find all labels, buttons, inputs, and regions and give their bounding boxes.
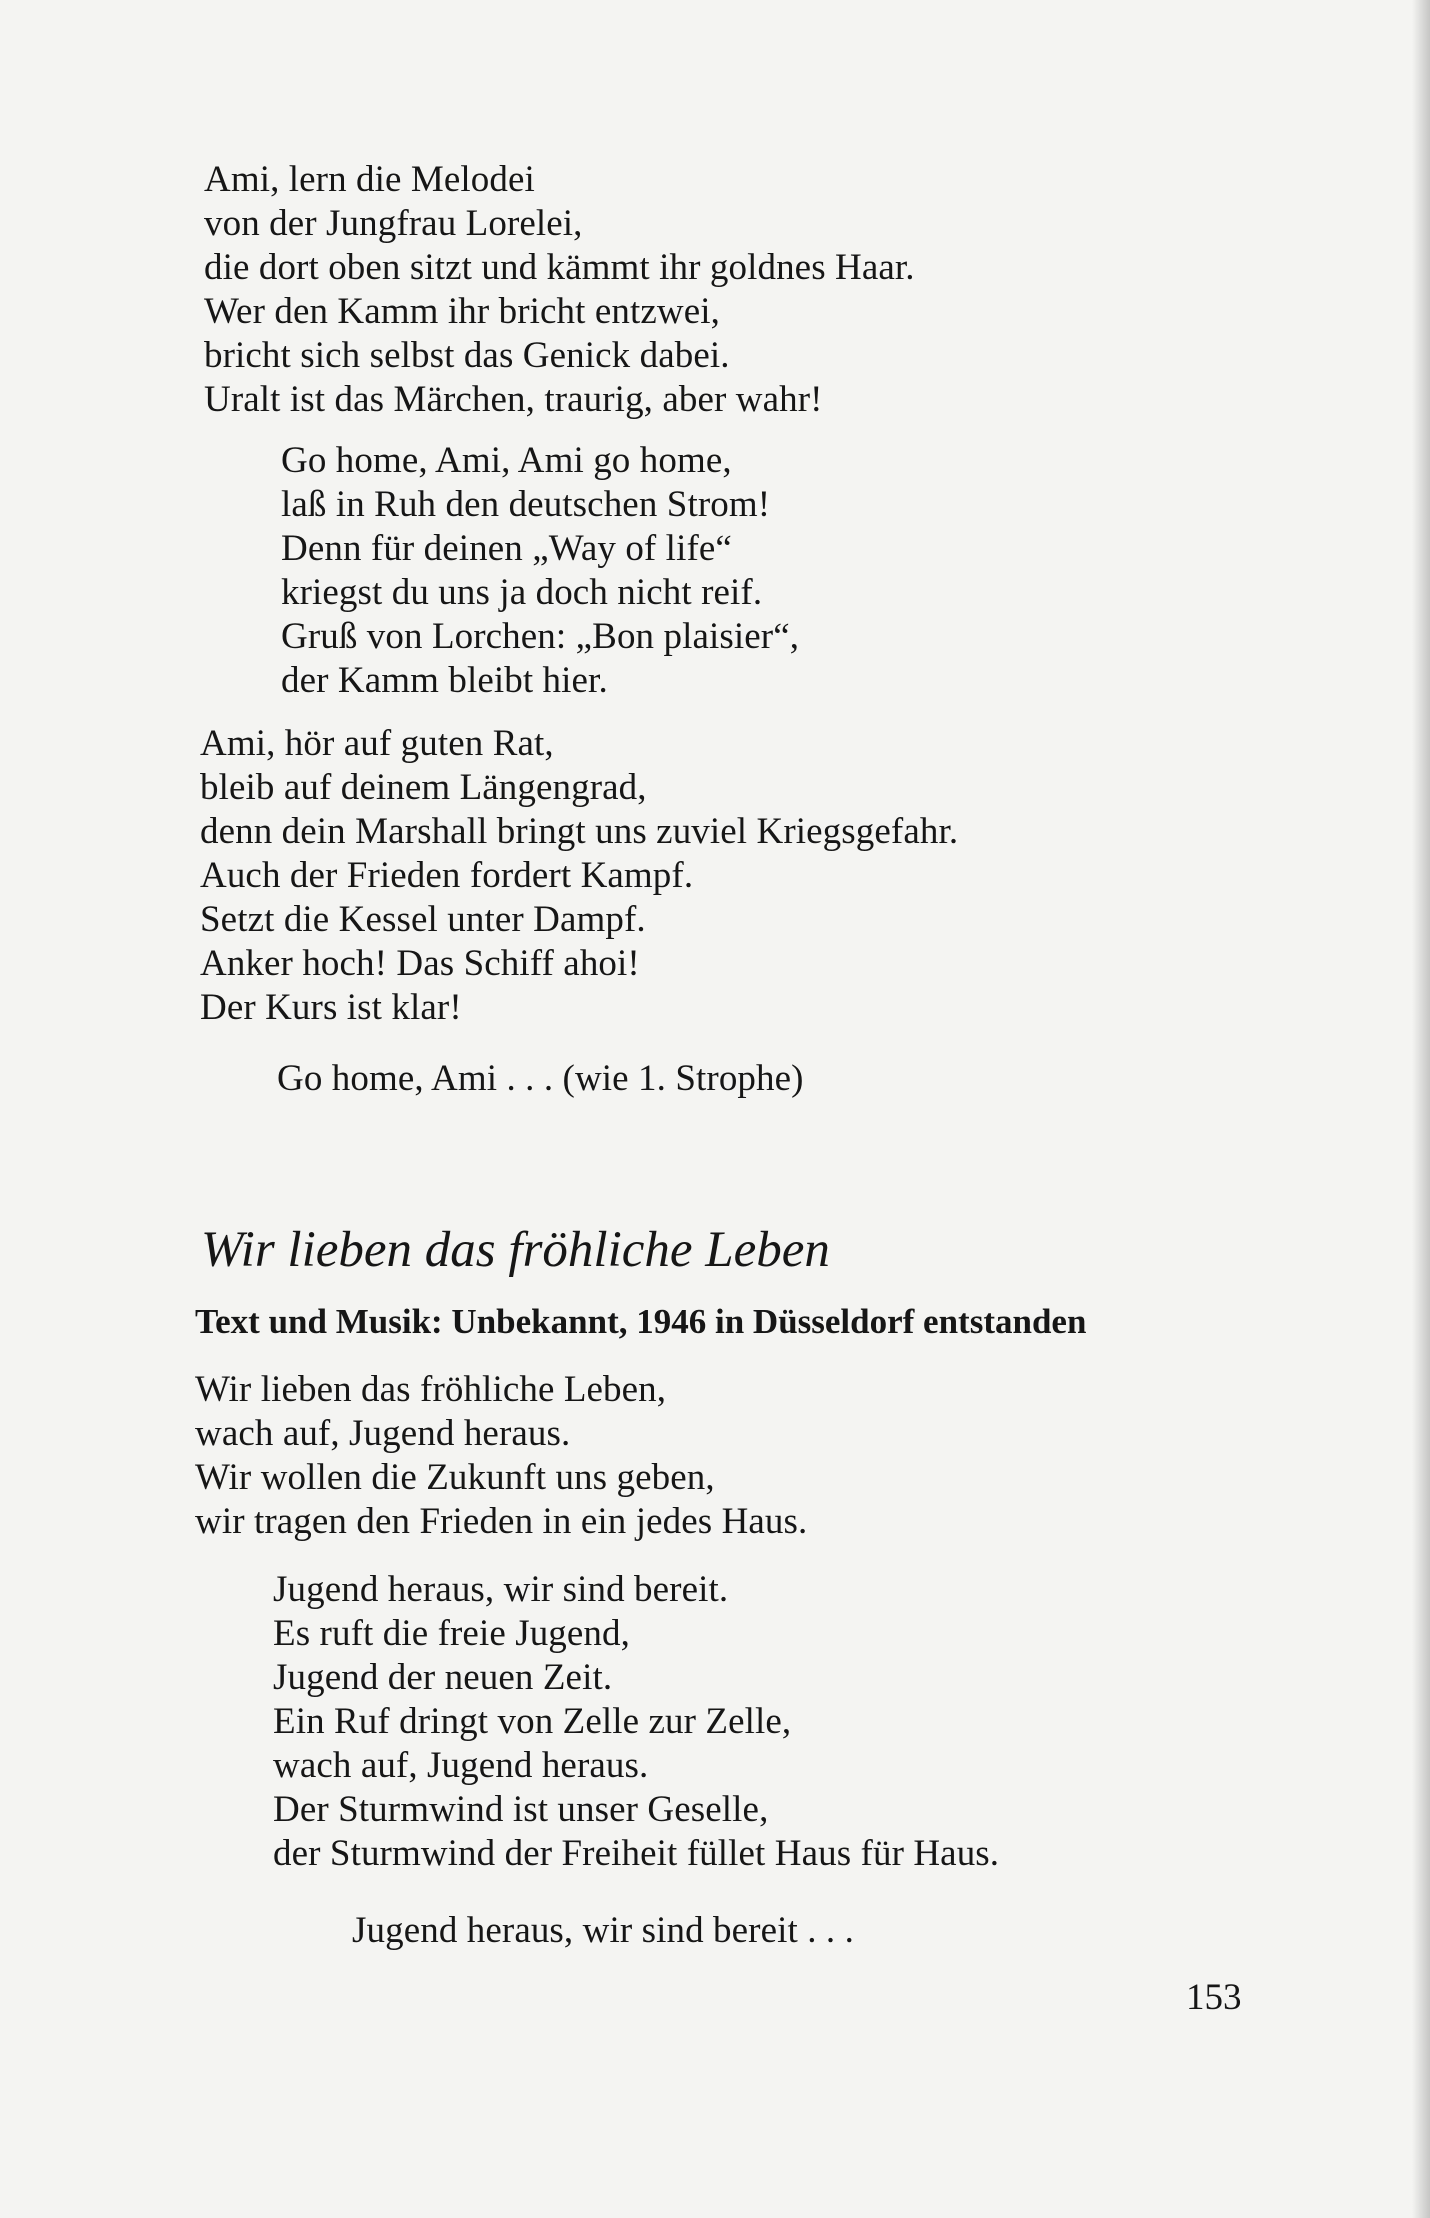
verse-line: Anker hoch! Das Schiff ahoi! xyxy=(200,943,640,984)
verse-line: Wer den Kamm ihr bricht entzwei, xyxy=(204,291,720,332)
refrain-line: Ein Ruf dringt von Zelle zur Zelle, xyxy=(273,1701,792,1742)
verse-line: Auch der Frieden fordert Kampf. xyxy=(200,855,694,896)
song2-refrain-reference xyxy=(352,1909,854,1953)
song1-stanza-1 xyxy=(204,158,915,422)
verse-line: Ami, lern die Melodei xyxy=(204,159,535,200)
song1-stanza-2 xyxy=(200,722,958,1030)
verse-line: Ami, hör auf guten Rat, xyxy=(200,723,554,764)
refrain-line: Der Sturmwind ist unser Geselle, xyxy=(273,1789,769,1830)
refrain-reference-line: Go home, Ami . . . (wie 1. Strophe) xyxy=(277,1058,804,1099)
song2-refrain xyxy=(273,1568,999,1876)
verse-line: die dort oben sitzt und kämmt ihr goldnes Haar. xyxy=(204,247,915,288)
refrain-line: Go home, Ami, Ami go home, xyxy=(281,440,732,481)
refrain-reference-line: Jugend heraus, wir sind bereit . . . xyxy=(352,1910,854,1951)
verse-line: bricht sich selbst das Genick dabei. xyxy=(204,335,730,376)
verse-line: bleib auf deinem Längengrad, xyxy=(200,767,647,808)
page-edge-shadow xyxy=(1412,0,1430,2218)
refrain-line: Gruß von Lorchen: „Bon plaisier“, xyxy=(281,616,800,657)
refrain-line: laß in Ruh den deutschen Strom! xyxy=(281,484,771,525)
refrain-line: Es ruft die freie Jugend, xyxy=(273,1613,630,1654)
refrain-line: wach auf, Jugend heraus. xyxy=(273,1745,649,1786)
verse-line: wach auf, Jugend heraus. xyxy=(195,1413,571,1454)
verse-line: Uralt ist das Märchen, traurig, aber wahr! xyxy=(204,379,823,420)
refrain-line: der Sturmwind der Freiheit füllet Haus für Haus. xyxy=(273,1833,1000,1874)
verse-line: denn dein Marshall bringt uns zuviel Kriegsgefahr. xyxy=(200,811,959,852)
refrain-line: kriegst du uns ja doch nicht reif. xyxy=(281,572,763,613)
verse-line: Der Kurs ist klar! xyxy=(200,987,462,1028)
song2-title: Wir lieben das fröhliche Leben xyxy=(201,1222,830,1278)
refrain-line: Jugend der neuen Zeit. xyxy=(273,1657,613,1698)
refrain-line: der Kamm bleibt hier. xyxy=(281,660,608,701)
verse-line: Setzt die Kessel unter Dampf. xyxy=(200,899,646,940)
verse-line: Wir wollen die Zukunft uns geben, xyxy=(195,1457,715,1498)
page-number: 153 xyxy=(1186,1977,1242,2018)
song1-refrain-reference xyxy=(277,1057,804,1101)
verse-line: von der Jungfrau Lorelei, xyxy=(204,203,583,244)
refrain-line: Denn für deinen „Way of life“ xyxy=(281,528,732,569)
verse-line: Wir lieben das fröhliche Leben, xyxy=(195,1369,667,1410)
verse-line: wir tragen den Frieden in ein jedes Haus. xyxy=(195,1501,808,1542)
song2-stanza-1 xyxy=(195,1368,807,1544)
song1-refrain xyxy=(281,439,799,703)
refrain-line: Jugend heraus, wir sind bereit. xyxy=(273,1569,729,1610)
song2-credit: Text und Musik: Unbekannt, 1946 in Düsseldorf entstanden xyxy=(195,1302,1087,1341)
